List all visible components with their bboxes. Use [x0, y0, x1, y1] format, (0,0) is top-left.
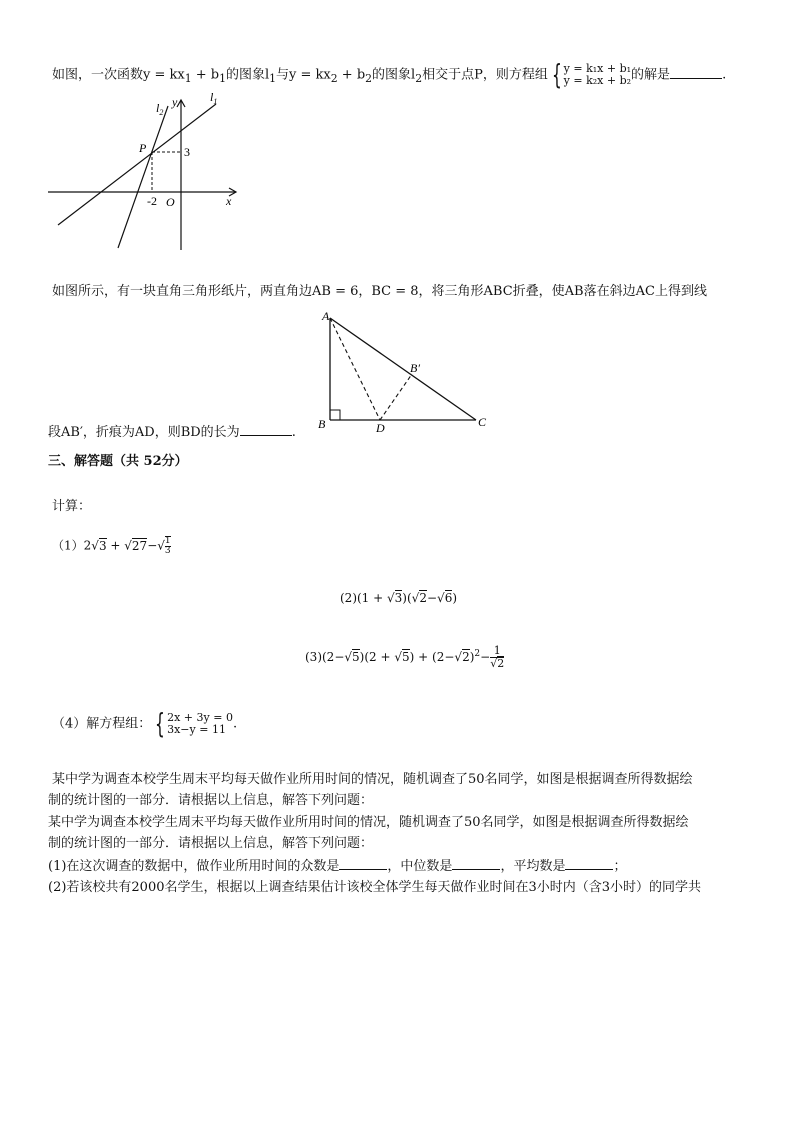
q2-text-line1: 如图所示，有一块直角三角形纸片，两直角边AB = 6，BC = 8，将三角形ABC折叠，使AB落在斜边AC上得到线 [52, 284, 707, 299]
sqrt-symbol: √ [124, 538, 132, 553]
operator: − [147, 538, 158, 553]
term: )(2 + [359, 650, 395, 664]
term: (3)(2− [305, 650, 345, 664]
sqrt-symbol: √ [157, 538, 165, 553]
denominator: √2 [490, 657, 505, 670]
answer-blank[interactable] [670, 66, 722, 79]
term: (2)(1 + [340, 591, 387, 605]
denominator: 3 [164, 546, 171, 556]
label-b: B [318, 417, 326, 431]
q4-sub1-text: ，中位数是 [387, 859, 453, 874]
q4-repeat-line2: 制的统计图的一部分．请根据以上信息，解答下列问题： [48, 836, 374, 851]
q1-sub: 1 [219, 72, 226, 86]
operator: − [480, 650, 491, 664]
label-l1: $l_1$ [210, 92, 218, 106]
radicand: 2 [462, 650, 470, 664]
label-y: y [172, 95, 178, 109]
q1-sub: 2 [415, 72, 423, 86]
sqrt-symbol: √ [437, 591, 445, 605]
q4-sub1 [48, 857, 626, 876]
radicand: 5 [352, 650, 360, 664]
q1-text-part: 的解是 [631, 67, 671, 83]
q1-equation-system [548, 58, 632, 91]
q4-sub1-text: ，平均数是 [500, 859, 566, 874]
right-angle-mark [330, 410, 340, 420]
label-neg2: -2 [147, 194, 157, 208]
fraction [490, 645, 504, 670]
radicand: 6 [444, 591, 453, 605]
numerator: 1 [164, 536, 171, 546]
problem-number: （4）解方程组： [52, 716, 152, 732]
radicand: 5 [402, 650, 410, 664]
answer-blank[interactable] [565, 857, 613, 870]
operator: + [106, 538, 125, 553]
radicand: 27 [131, 538, 148, 553]
brace-symbol: { [551, 58, 562, 91]
q1-text-part: + b [191, 67, 220, 83]
term: 2 [83, 538, 92, 553]
q1-text-part: 如图，一次函数y = kx [52, 67, 185, 83]
numerator: 1 [490, 645, 504, 658]
q1-sub: 2 [365, 72, 373, 86]
label-d: D [376, 421, 385, 434]
label-three: 3 [184, 145, 190, 159]
q1-text-part: 的图象l [372, 67, 416, 83]
p4-end: . [232, 716, 238, 732]
calc-problem-2 [340, 591, 457, 605]
label-b-prime: B′ [410, 361, 420, 375]
sqrt-symbol: √ [394, 650, 403, 664]
p4-eq1: 2x + 3y = 0 [167, 711, 233, 724]
radicand: 3 [394, 591, 403, 605]
q4-sub1-text: ； [613, 859, 627, 874]
line-l2 [118, 106, 168, 248]
answer-blank[interactable] [240, 423, 292, 436]
q2-text-line2 [48, 423, 296, 442]
sqrt-symbol: √ [454, 650, 463, 664]
q1-eq1: y = k₁x + b₁ [563, 62, 632, 75]
sqrt-symbol: √ [91, 538, 99, 553]
p4-eq2: 3x−y = 11 [167, 723, 226, 736]
calc-label: 计算： [52, 499, 92, 514]
q1-text-part: 的图象l [225, 67, 270, 83]
q1-eq2: y = k₂x + b₂ [563, 74, 632, 87]
fraction [165, 536, 171, 556]
radicand: 3 [98, 538, 107, 553]
q4-sub1-text: (1)在这次调查的数据中，做作业所用时间的众数是 [48, 859, 340, 874]
q1-text-part: . [722, 67, 727, 83]
brace-symbol: { [155, 707, 166, 740]
sqrt-symbol: √ [344, 650, 353, 664]
p4-equation-system [151, 707, 233, 740]
exponent: 2 [474, 649, 481, 659]
label-origin: O [166, 195, 175, 209]
line-l1 [58, 104, 216, 225]
problem-number: （1） [52, 538, 84, 553]
section-heading: 三、解答题（共 52分） [48, 454, 188, 469]
answer-blank[interactable] [452, 857, 500, 870]
calc-problem-1 [52, 536, 171, 556]
q2-text-part: . [291, 425, 296, 440]
q4-repeat-line1: 某中学为调查本校学生周末平均每天做作业所用时间的情况，随机调查了50名同学，如图是根据调查所得数据绘 [48, 815, 689, 830]
q1-text [52, 58, 727, 91]
label-p: P [139, 141, 147, 155]
q1-text-part: 与y = kx [276, 67, 331, 83]
q2-text-part: 段AB′，折痕为AD，则BD的长为 [48, 425, 240, 440]
radicand: 2 [497, 657, 505, 670]
q1-text-part: 相交于点P，则方程组 [422, 67, 548, 83]
radicand: 2 [419, 591, 427, 605]
figure-folded-triangle [312, 306, 502, 434]
label-a: A [322, 309, 330, 323]
label-x: x [226, 194, 232, 208]
q1-text-part: + b [337, 67, 366, 83]
q1-sub: 2 [330, 72, 338, 86]
calc-problem-3 [305, 645, 504, 670]
calc-problem-4 [52, 707, 238, 740]
q4-intro-line2: 制的统计图的一部分．请根据以上信息，解答下列问题： [48, 793, 374, 808]
side-ac [330, 318, 476, 420]
answer-blank[interactable] [339, 857, 387, 870]
segment-db [380, 374, 412, 420]
sqrt-symbol: √ [411, 591, 420, 605]
q1-sub: 1 [184, 72, 192, 86]
q4-sub2: (2)若该校共有2000名学生，根据以上调查结果估计该校全体学生每天做作业时间在3小时内（含3小时）的同学共 [48, 880, 702, 895]
figure-linear-functions [44, 92, 244, 252]
q1-sub: 1 [269, 72, 277, 86]
label-l2: $l_2$ [156, 101, 164, 117]
label-c: C [478, 415, 487, 429]
term: ) [469, 650, 475, 664]
q4-intro-line1: 某中学为调查本校学生周末平均每天做作业所用时间的情况，随机调查了50名同学，如图是根据调查所得数据绘 [52, 772, 693, 787]
sqrt-symbol: √ [387, 591, 395, 605]
term: ) + (2− [409, 650, 455, 664]
fold-line-ad [330, 318, 380, 420]
term: )( [402, 591, 412, 605]
term: ) [452, 591, 458, 605]
operator: − [426, 591, 438, 605]
